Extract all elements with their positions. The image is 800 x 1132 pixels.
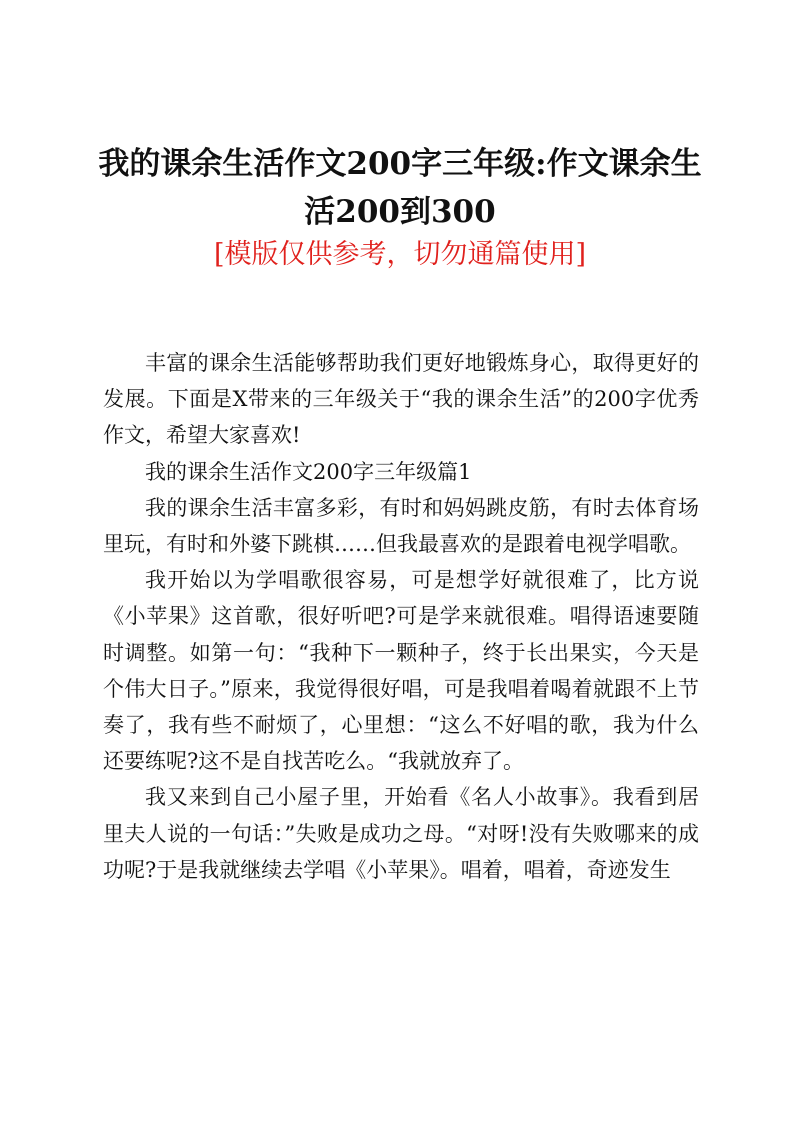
paragraph-intro: 丰富的课余生活能够帮助我们更好地锻炼身心，取得更好的发展。下面是X带来的三年级关于“我的课余生活”的200字优秀作文，希望大家喜欢! [103,351,699,448]
section-heading: 我的课余生活作文200字三年级篇1 [145,459,472,484]
document-body [103,345,699,888]
paragraph: 我的课余生活丰富多彩，有时和妈妈跳皮筋，有时去体育场里玩，有时和外婆下跳棋……但我最喜欢的是跟着电视学唱歌。 [103,495,699,557]
document-title [90,140,710,236]
template-notice: [模版仅供参考，切勿通篇使用] [213,239,587,270]
title-line-2: 活200到300 [304,194,496,230]
paragraph: 我又来到自己小屋子里，开始看《名人小故事》。我看到居里夫人说的一句话：”失败是成功之母。“对呀!没有失败哪来的成功呢?于是我就继续去学唱《小苹果》。唱着，唱着，奇迹发生 [103,785,699,882]
paragraph: 我开始以为学唱歌很容易，可是想学好就很难了，比方说《小苹果》这首歌，很好听吧?可是学来就很难。唱得语速要随时调整。如第一句：“我种下一颗种子，终于长出果实，今天是个伟大日子。”原来，我觉得很好唱，可是我唱着喝着就跟不上节奏了，我有些不耐烦了，心里想：“这么不好唱的歌，我为什么还要练呢?这不是自找苦吃么。“我就放弃了。 [103,568,699,774]
title-line-1: 我的课余生活作文200字三年级:作文课余生 [98,146,702,182]
